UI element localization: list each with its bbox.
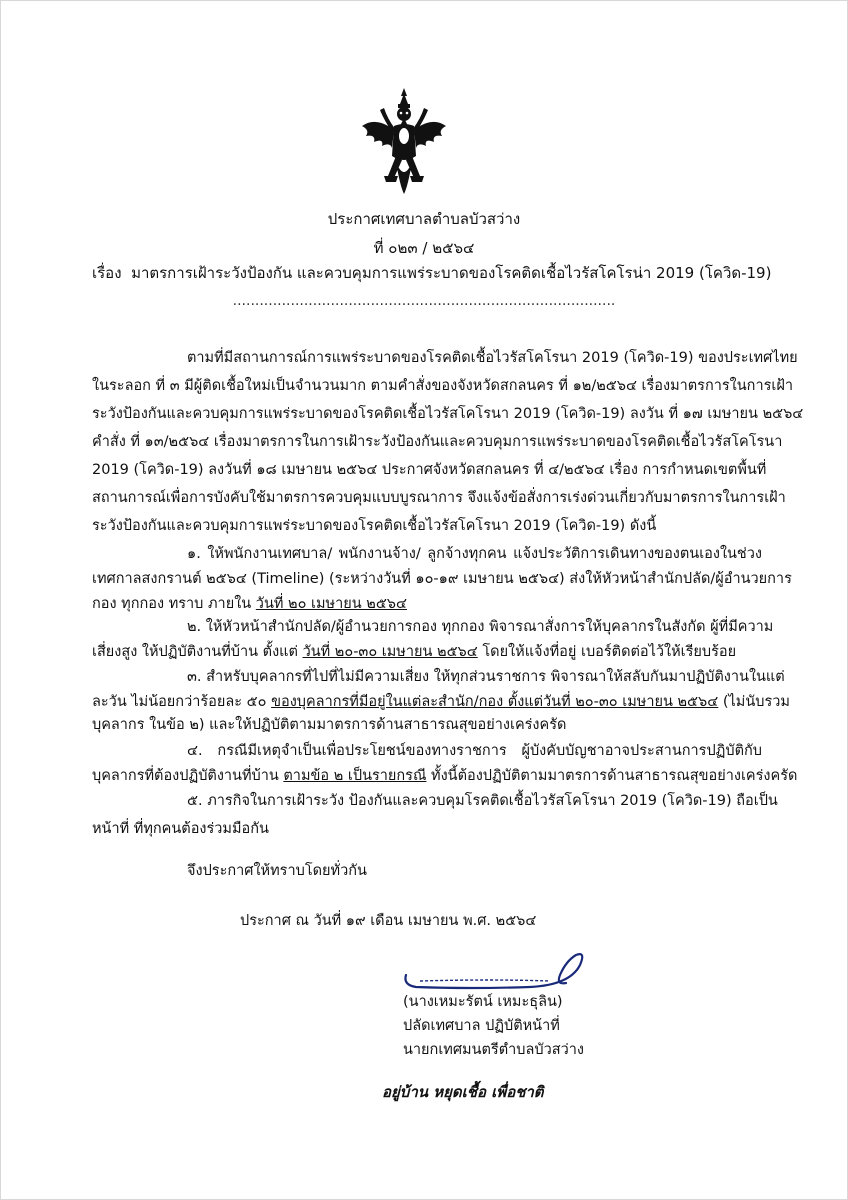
item4-line-2-text: บุคลากรที่ต้องปฏิบัติงานที่บ้าน [92, 768, 284, 784]
garuda-emblem-icon [356, 86, 452, 196]
item2-line-2-text: เสี่ยงสูง ให้ปฏิบัติงานที่บ้าน ตั้งแต่ [92, 644, 303, 660]
signatory-position-2: นายกเทศมนตรีตำบลบัวสว่าง [403, 1042, 584, 1058]
handwritten-signature [400, 945, 595, 995]
announcement-title: ประกาศเทศบาลตำบลบัวสว่าง [327, 210, 521, 228]
intro-line-2: ในระลอก ที่ ๓ มีผู้ติดเชื้อใหม่เป็นจำนวนมาก ตามคำสั่งของจังหวัดสกลนคร ที่ ๑๒/๒๕๖๔ เรื่องมาตรการในการเฝ้า [92, 378, 793, 394]
item2-date-range: วันที่ ๒๐-๓๐ เมษายน ๒๕๖๔ [302, 644, 478, 660]
item3-line-2 [92, 693, 790, 711]
item2-line-2 [92, 643, 736, 661]
dated-line: ประกาศ ณ วันที่ ๑๙ เดือน เมษายน พ.ศ. ๒๕๖๔ [240, 913, 537, 929]
intro-line-3: ระวังป้องกันและควบคุมการแพร่ระบาดของโรคติดเชื้อไวรัสโคโรนา 2019 (โควิด-19) ลงวัน ที่ ๑๗ เมษายน ๒๕๖๔ [92, 406, 804, 422]
intro-line-7: ระวังป้องกันและควบคุมการแพร่ระบาดของโรคติดเชื้อไวรัสโคโรนา 2019 (โควิด-19) ดังนี้ [92, 518, 657, 534]
item1-line-3-text: กอง ทุกกอง ทราบ ภายใน [92, 596, 256, 612]
item4-line-2 [92, 767, 797, 785]
item2-line-1: ๒. ให้หัวหน้าสำนักปลัด/ผู้อำนวยการกอง ทุกกอง พิจารณาสั่งการให้บุคลากรในสังกัด ผู้ที่มีความ [187, 619, 774, 635]
item1-line-2: เทศกาลสงกรานต์ ๒๕๖๔ (Timeline) (ระหว่างวันที่ ๑๐-๑๙ เมษายน ๒๕๖๔) ส่งให้หัวหน้าสำนักปลัด/ผู้อำนวยการ [92, 571, 792, 587]
item3-line-2-tail: (ไม่นับรวม [718, 694, 790, 710]
intro-line-1: ตามที่มีสถานการณ์การแพร่ระบาดของโรคติดเชื้อไวรัสโคโรนา 2019 (โควิด-19) ของประเทศไทย [187, 350, 798, 366]
subject-text: มาตรการเฝ้าระวังป้องกัน และควบคุมการแพร่ระบาดของโรคติดเชื้อไวรัสโคโรน่า 2019 (โควิด-19) [131, 264, 772, 282]
signatory-position-1: ปลัดเทศบาล ปฏิบัติหน้าที่ [403, 1018, 560, 1034]
item4-line-1: ๔. กรณีมีเหตุจำเป็นเพื่อประโยชน์ของทางราชการ ผู้บังคับบัญชาอาจประสานการปฏิบัติกับ [187, 743, 762, 759]
item2-line-2-tail: โดยให้แจ้งที่อยู่ เบอร์ติดต่อไว้ให้เรียบร้อย [477, 644, 737, 660]
intro-line-4: คำสั่ง ที่ ๑๓/๒๕๖๔ เรื่องมาตรการในการเฝ้าระวังป้องกันและควบคุมการแพร่ระบาดของโรคติดเชื้อไวรัสโคโรนา [92, 434, 783, 450]
intro-line-5: 2019 (โควิด-19) ลงวันที่ ๑๘ เมษายน ๒๕๖๔ ประกาศจังหวัดสกลนคร ที่ ๔/๒๕๖๔ เรื่อง การกำหนดเขตพื้นที่ [92, 462, 767, 478]
item1-line-3 [92, 595, 407, 613]
footer-motto: อยู่บ้าน หยุดเชื้อ เพื่อชาติ [382, 1083, 544, 1101]
item4-line-2-tail: ทั้งนี้ต้องปฏิบัติตามมาตรการด้านสาธารณสุขอย่างเคร่งครัด [426, 768, 798, 784]
item3-line-3: บุคลากร ในข้อ ๒) และให้ปฏิบัติตามมาตรการด้านสาธารณสุขอย่างเคร่งครัด [92, 717, 567, 733]
item1-deadline: วันที่ ๒๐ เมษายน ๒๕๖๔ [255, 596, 407, 612]
subject-line [92, 264, 771, 282]
item4-underlined: ตามข้อ ๒ เป็นรายกรณี [283, 768, 427, 784]
announcement-number: ที่ ๐๒๓ / ๒๕๖๔ [373, 239, 475, 257]
item3-line-2-text: ละวัน ไม่น้อยกว่าร้อยละ ๕๐ [92, 694, 272, 710]
item5-line-1: ๕. ภารกิจในการเฝ้าระวัง ป้องกันและควบคุมโรคติดเชื้อไวรัสโคโรนา 2019 (โควิด-19) ถือเป็น [187, 793, 778, 809]
closing-statement: จึงประกาศให้ทราบโดยทั่วกัน [187, 863, 367, 879]
intro-line-6: สถานการณ์เพื่อการบังคับใช้มาตรการควบคุมแบบบูรณาการ จึงแจ้งข้อสั่งการเร่งด่วนเกี่ยวกับมาตรการในการเฝ้า [92, 490, 786, 506]
subject-label: เรื่อง [92, 264, 122, 282]
signatory-name: (นางเหมะรัตน์ เหมะธุลิน) [403, 994, 563, 1010]
separator-dots: ...................................................................................... [232, 293, 616, 309]
item5-line-2: หน้าที่ ที่ทุกคนต้องร่วมมือกัน [92, 821, 269, 837]
item3-underlined: ของบุคลากรที่มีอยู่ในแต่ละสำนัก/กอง ตั้งแต่วันที่ ๒๐-๓๐ เมษายน ๒๕๖๔ [271, 694, 719, 710]
item3-line-1: ๓. สำหรับบุคลากรที่ไปที่ไม่มีความเสี่ยง ให้ทุกส่วนราชการ พิจารณาให้สลับกันมาปฏิบัติงานในแต่ [187, 669, 785, 685]
item1-line-1: ๑. ให้พนักงานเทศบาล/ พนักงานจ้าง/ ลูกจ้างทุกคน แจ้งประวัติการเดินทางของตนเองในช่วง [187, 546, 762, 562]
